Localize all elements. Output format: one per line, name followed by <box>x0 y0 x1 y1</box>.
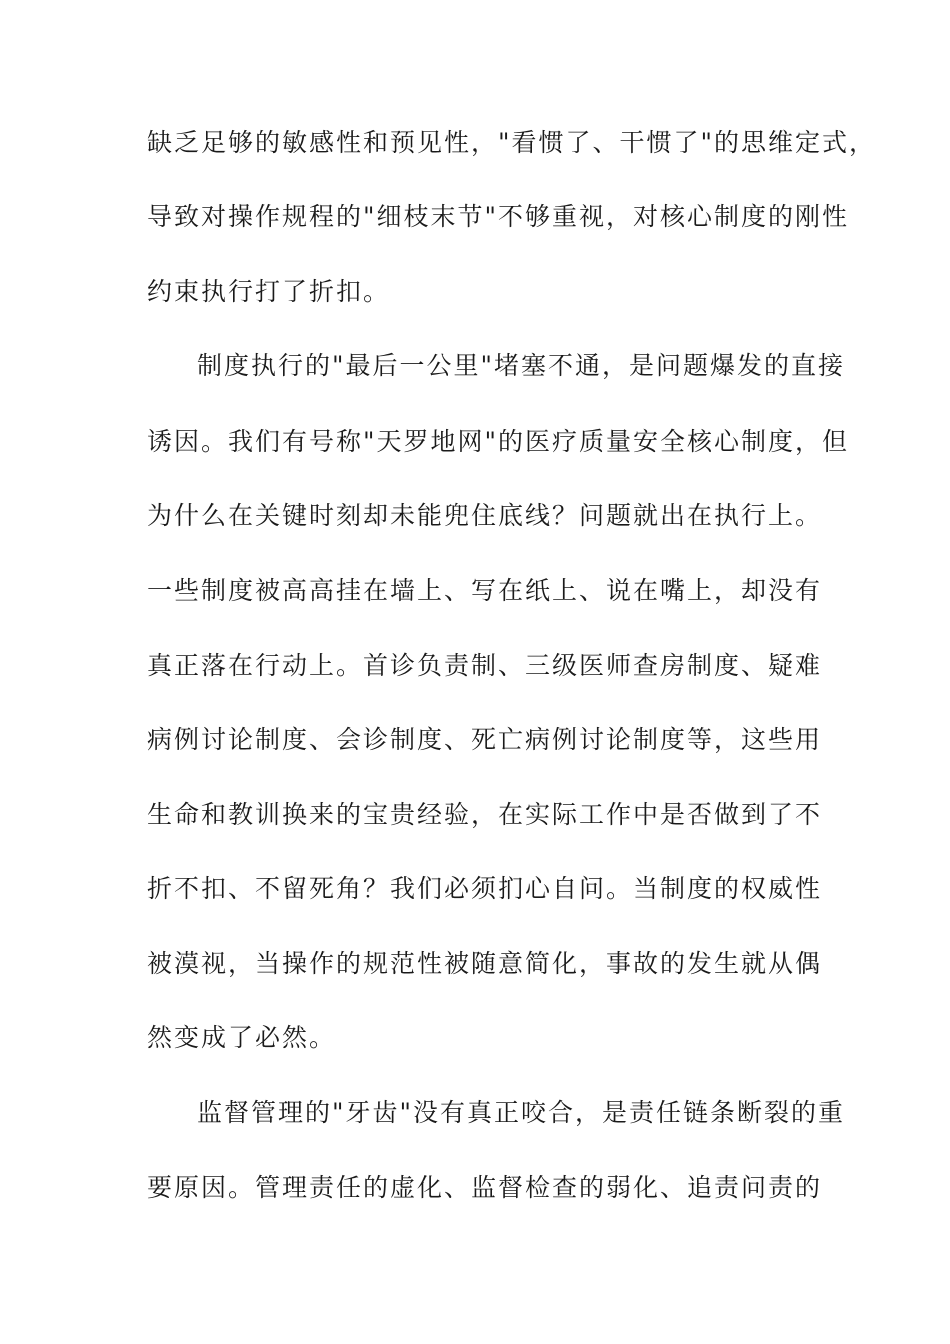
text-line: 折不扣、不留死角？我们必须扪心自问。当制度的权威性 <box>147 874 823 903</box>
text-line: 病例讨论制度、会诊制度、死亡病例讨论制度等，这些用 <box>147 725 823 754</box>
text-line: 为什么在关键时刻却未能兜住底线？问题就出在执行上。 <box>147 501 823 530</box>
text-line: 生命和教训换来的宝贵经验，在实际工作中是否做到了不 <box>147 800 823 829</box>
text-line: 然变成了必然。 <box>147 1023 337 1052</box>
text-line: 约束执行打了折扣。 <box>147 277 391 306</box>
text-line: 诱因。我们有号称"天罗地网"的医疗质量安全核心制度，但 <box>147 427 850 456</box>
text-line: 真正落在行动上。首诊负责制、三级医师查房制度、疑难 <box>147 651 823 680</box>
paragraph-start-line: 监督管理的"牙齿"没有真正咬合，是责任链条断裂的重 <box>197 1098 846 1127</box>
text-line: 一些制度被高高挂在墙上、写在纸上、说在嘴上，却没有 <box>147 576 823 605</box>
text-line: 导致对操作规程的"细枝末节"不够重视，对核心制度的刚性 <box>147 202 850 231</box>
text-line: 缺乏足够的敏感性和预见性，"看惯了、干惯了"的思维定式， <box>147 128 877 157</box>
text-line: 要原因。管理责任的虚化、监督检查的弱化、追责问责的 <box>147 1173 823 1202</box>
paragraph-start-line: 制度执行的"最后一公里"堵塞不通，是问题爆发的直接 <box>197 351 846 380</box>
text-line: 被漠视，当操作的规范性被随意简化，事故的发生就从偶 <box>147 949 823 978</box>
